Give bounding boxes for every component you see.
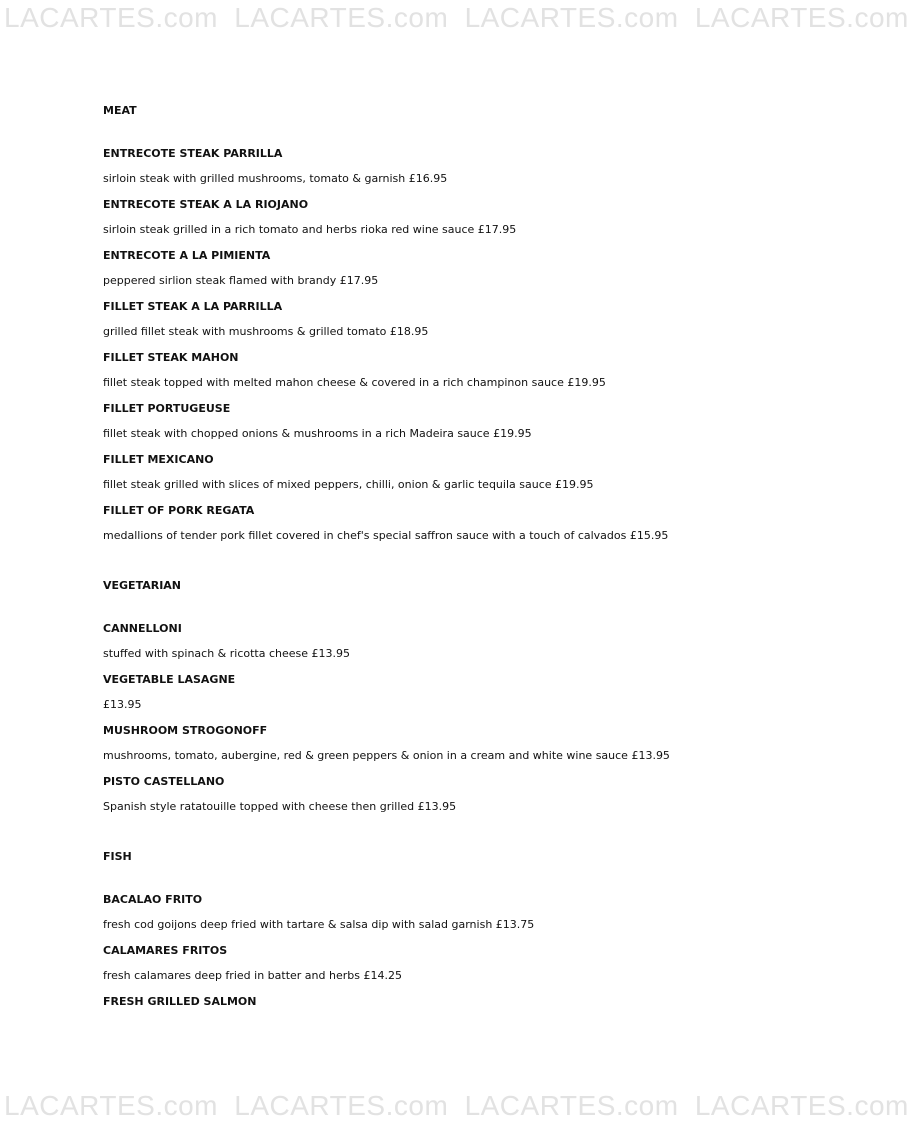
menu-item-description: sirloin steak with grilled mushrooms, tomato & garnish £16.95 bbox=[103, 172, 448, 185]
section-heading: VEGETARIAN bbox=[103, 579, 182, 592]
watermark-text: LACARTES.com bbox=[4, 2, 218, 33]
menu-item-name: ENTRECOTE STEAK A LA RIOJANO bbox=[103, 198, 309, 211]
menu-item-description: grilled fillet steak with mushrooms & grilled tomato £18.95 bbox=[103, 325, 429, 338]
menu-item-description: fillet steak grilled with slices of mixed peppers, chilli, onion & garlic tequila sauce £19.95 bbox=[103, 478, 594, 491]
menu-item-description: stuffed with spinach & ricotta cheese £13.95 bbox=[103, 647, 351, 660]
menu-item-description: medallions of tender pork fillet covered in chef's special saffron sauce with a touch of calvados £15.95 bbox=[103, 529, 669, 542]
menu-item-name: BACALAO FRITO bbox=[103, 893, 203, 906]
menu-item-name: FILLET PORTUGEUSE bbox=[103, 402, 231, 415]
menu-item-name: ENTRECOTE A LA PIMIENTA bbox=[103, 249, 271, 262]
menu-item-description: mushrooms, tomato, aubergine, red & green peppers & onion in a cream and white wine sauce £13.95 bbox=[103, 749, 670, 762]
watermark-text: LACARTES.com bbox=[694, 2, 909, 33]
menu-item-name: MUSHROOM STROGONOFF bbox=[103, 724, 268, 737]
watermark-bottom bbox=[0, 1090, 909, 1122]
menu-item-description: fillet steak with chopped onions & mushrooms in a rich Madeira sauce £19.95 bbox=[103, 427, 532, 440]
menu-item-description: fresh cod goijons deep fried with tartare & salsa dip with salad garnish £13.75 bbox=[103, 918, 535, 931]
menu-item-description: peppered sirlion steak flamed with brandy £17.95 bbox=[103, 274, 379, 287]
watermark-text: LACARTES.com bbox=[464, 1090, 679, 1121]
watermark-text: LACARTES.com bbox=[464, 2, 679, 33]
menu-item-name: ENTRECOTE STEAK PARRILLA bbox=[103, 147, 283, 160]
menu-item-description: fillet steak topped with melted mahon cheese & covered in a rich champinon sauce £19.95 bbox=[103, 376, 606, 389]
section-heading: FISH bbox=[103, 850, 132, 863]
watermark-text: LACARTES.com bbox=[694, 1090, 909, 1121]
watermark-text: LACARTES.com bbox=[234, 1090, 449, 1121]
menu-item-name: CALAMARES FRITOS bbox=[103, 944, 228, 957]
section-meat bbox=[103, 102, 803, 545]
watermark-text: LACARTES.com bbox=[234, 2, 449, 33]
menu-item-description: sirloin steak grilled in a rich tomato and herbs rioka red wine sauce £17.95 bbox=[103, 223, 517, 236]
menu-item-description: fresh calamares deep fried in batter and herbs £14.25 bbox=[103, 969, 402, 982]
menu-item-name: FILLET MEXICANO bbox=[103, 453, 214, 466]
menu-item-name: FILLET STEAK A LA PARRILLA bbox=[103, 300, 283, 313]
section-heading: MEAT bbox=[103, 104, 137, 117]
menu-item-name: FILLET OF PORK REGATA bbox=[103, 504, 255, 517]
menu-item-description: £13.95 bbox=[103, 698, 142, 711]
menu-item-name: PISTO CASTELLANO bbox=[103, 775, 225, 788]
section-vegetarian bbox=[103, 577, 803, 816]
menu-item-name: FILLET STEAK MAHON bbox=[103, 351, 239, 364]
watermark-text: LACARTES.com bbox=[4, 1090, 218, 1121]
menu-item-description: Spanish style ratatouille topped with cheese then grilled £13.95 bbox=[103, 800, 457, 813]
menu bbox=[103, 102, 803, 1011]
menu-item-name: FRESH GRILLED SALMON bbox=[103, 995, 257, 1008]
section-fish bbox=[103, 848, 803, 1011]
watermark-top bbox=[0, 2, 909, 34]
menu-item-name: VEGETABLE LASAGNE bbox=[103, 673, 236, 686]
menu-item-name: CANNELLONI bbox=[103, 622, 182, 635]
